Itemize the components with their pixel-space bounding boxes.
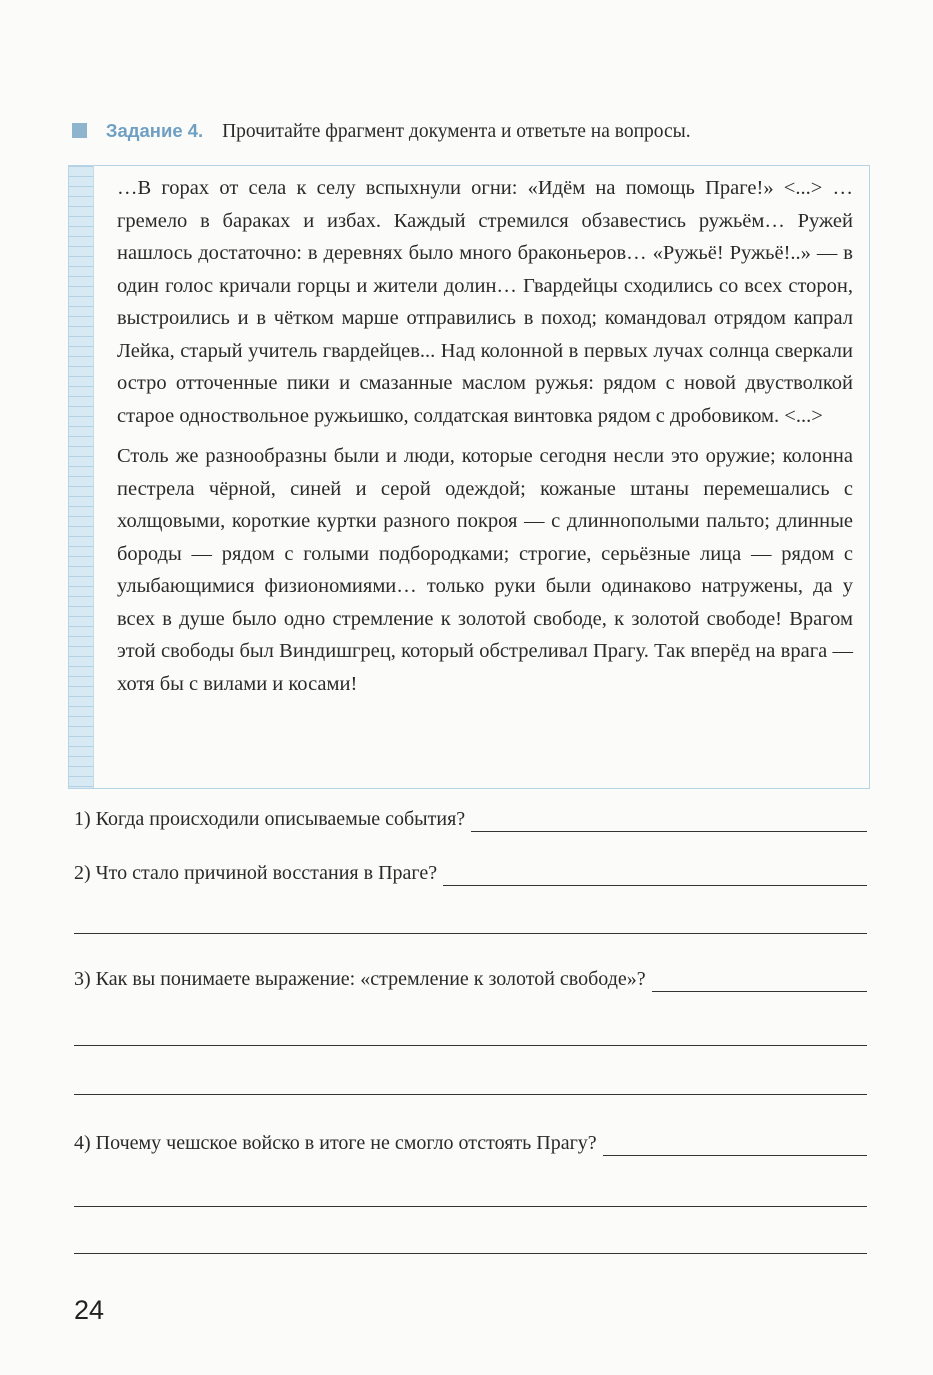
square-bullet-icon	[72, 123, 87, 138]
question-text: 4) Почему чешское войско в итоге не смогло отстоять Прагу?	[74, 1132, 597, 1154]
answer-line[interactable]	[74, 1045, 867, 1046]
document-paragraph: Столь же разнообразны были и люди, которые сегодня несли это оружие; колонна пестрела чёрной, синей и серой одеждой; кожаные штаны перемешались с холщовыми, короткие куртки разного покроя — с длиннополыми пальто; длинные бороды — рядом с голыми подбородками; строгие, серьёзные лица — рядом с улыбающимися физиономиями… только руки были одинаково натружены, да у всех в душе было одно стремление к золотой свободе, к золотой свободе! Врагом этой свободы был Виндишгрец, который обстреливал Прагу. Так вперёд на врага — хотя бы с вилами и косами!	[117, 445, 853, 695]
answer-field[interactable]	[443, 865, 867, 886]
answer-field[interactable]	[603, 1135, 867, 1156]
decorative-strip	[69, 166, 94, 788]
document-fragment	[68, 165, 870, 789]
question-3	[74, 966, 867, 992]
answer-line[interactable]	[74, 1094, 867, 1095]
question-text: 3) Как вы понимаете выражение: «стремление к золотой свободе»?	[74, 968, 646, 990]
question-2	[74, 860, 867, 886]
task-instruction: Прочитайте фрагмент документа и ответьте на вопросы.	[222, 121, 691, 142]
answer-field[interactable]	[652, 971, 867, 992]
question-1	[74, 806, 867, 832]
answer-line[interactable]	[74, 1253, 867, 1254]
page-number: 24	[74, 1295, 105, 1325]
document-text	[117, 172, 853, 700]
document-paragraph: …В горах от села к селу вспыхнули огни: «Идём на помощь Праге!» <...> …гремело в бараках и избах. Каждый стремился обзавестись ружьём… Ружей нашлось достаточно: в деревнях было много браконьеров… «Ружьё! Ружьё!..» — в один голос кричали горцы и жители долин… Гвардейцы сходились со всех сторон, выстроились и в чётком марше отправились в поход; командовал отрядом капрал Лейка, старый учитель гвардейцев... Над колонной в первых лучах солнца сверкали остро отточенные пики и смазанные маслом ружья: рядом с новой двустволкой старое одноствольное ружьишко, солдатская винтовка рядом с дробовиком. <...>	[117, 177, 853, 427]
question-text: 1) Когда происходили описываемые события?	[74, 808, 466, 830]
answer-field[interactable]	[471, 811, 867, 832]
question-4	[74, 1130, 867, 1156]
task-header	[72, 117, 872, 146]
question-text: 2) Что стало причиной восстания в Праге?	[74, 862, 438, 884]
answer-line[interactable]	[74, 933, 867, 934]
answer-line[interactable]	[74, 1206, 867, 1207]
task-label: Задание 4.	[105, 120, 204, 141]
